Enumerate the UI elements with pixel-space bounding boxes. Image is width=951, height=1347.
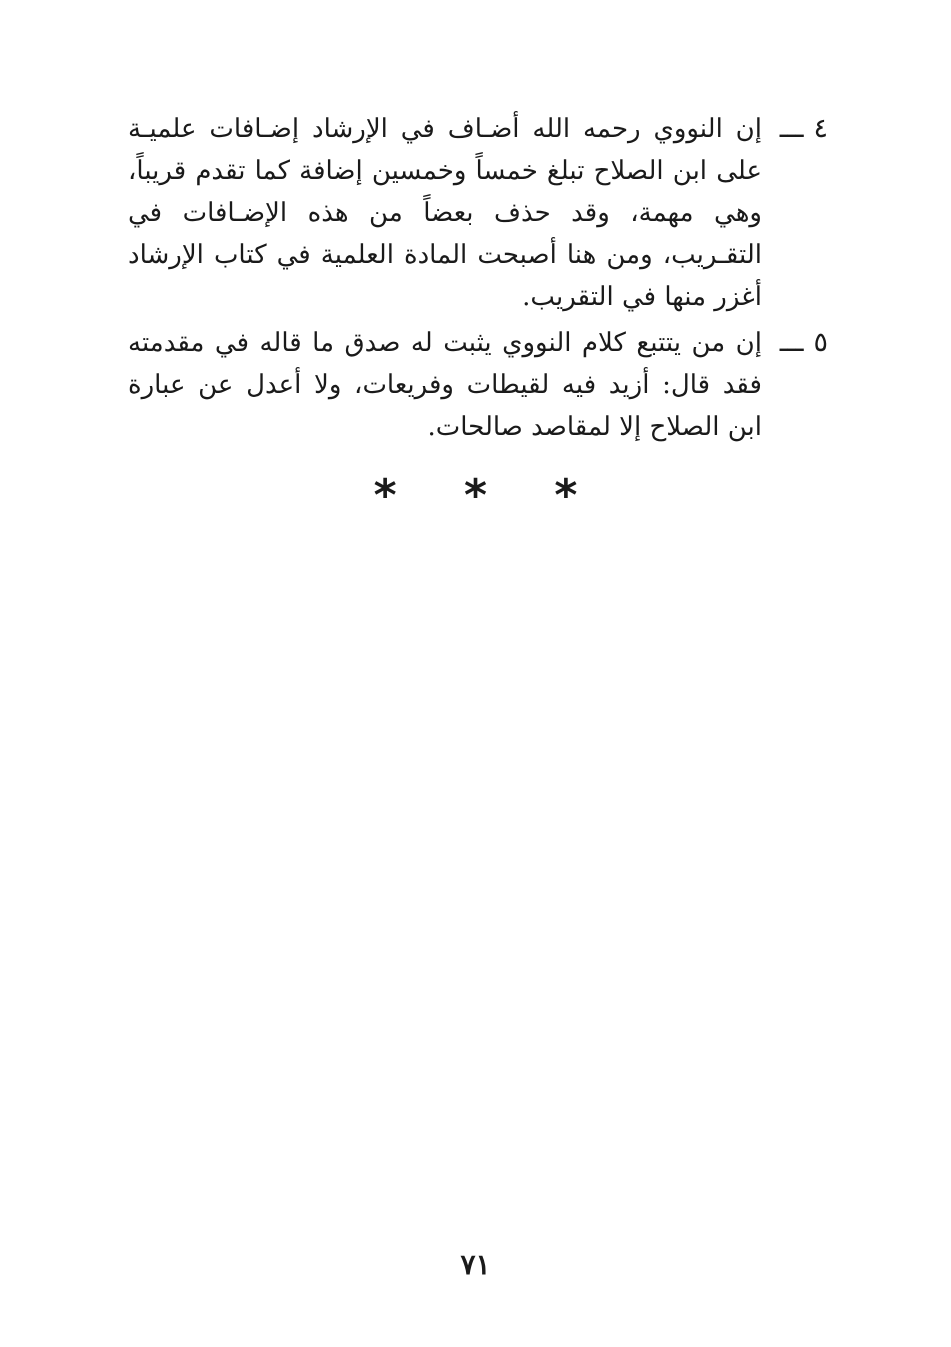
item-number: ٥ <box>813 327 828 358</box>
item-number: ٤ <box>813 113 828 144</box>
list-item-5 <box>128 322 828 448</box>
item-dash: ـــ <box>779 113 804 144</box>
item-paragraph: إن من يتتبع كلام النووي يثبت له صدق ما قاله في مقدمته فقد قال: أزيد فيه لقيطات وفريعات، ولا أعدل عن عبارة ابن الصلاح إلا لمقاصد صالحات. <box>128 328 762 442</box>
list-item-4 <box>128 108 828 318</box>
page-content <box>128 108 828 452</box>
item-marker <box>762 108 828 150</box>
section-separator: * * * <box>373 470 604 521</box>
page-number: ٧١ <box>460 1248 491 1281</box>
item-paragraph: إن النووي رحمه الله أضـاف في الإرشاد إضـافات علميـة على ابن الصلاح تبلغ خمساً وخمسين إضافة كما تقدم قريباً، وهي مهمة، وقد حذف بعضاً من هذه الإضـافات في التقـريب، ومن هنا أصبحت المادة العلمية في كتاب الإرشاد أغزر منها في التقريب. <box>128 114 762 312</box>
item-dash: ـــ <box>779 327 804 358</box>
item-marker <box>762 322 828 364</box>
